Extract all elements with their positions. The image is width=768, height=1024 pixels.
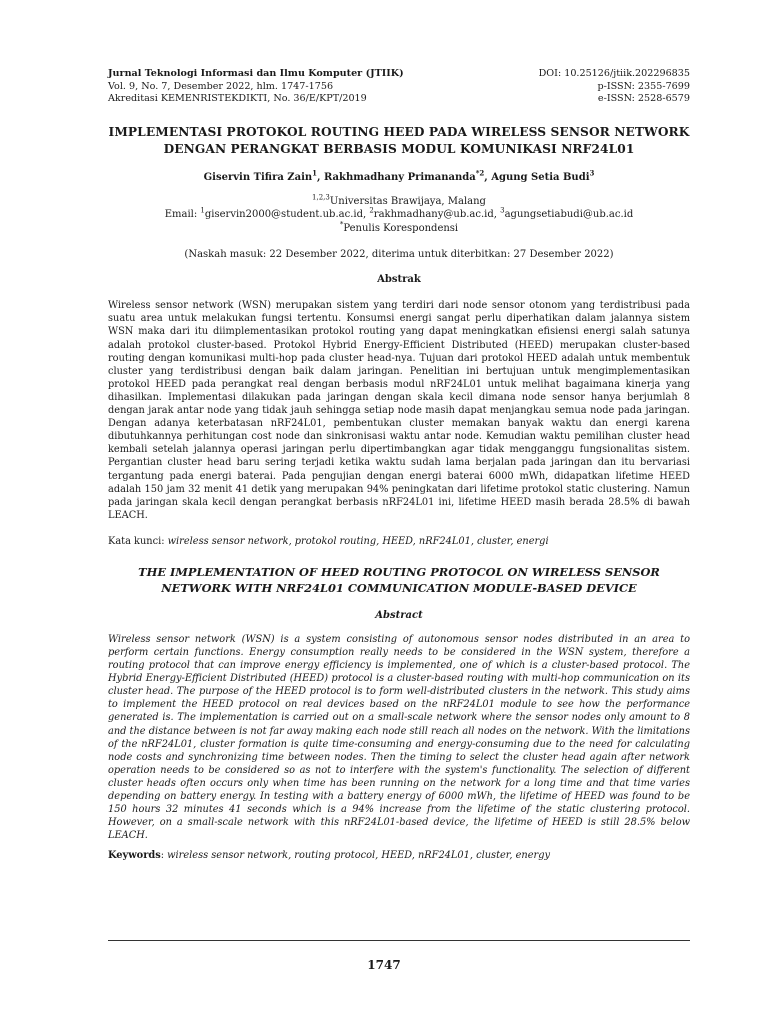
kata-kunci-label: Kata kunci <box>108 535 162 547</box>
journal-pissn: p-ISSN: 2355-7699 <box>597 80 690 92</box>
keywords-terms: wireless sensor network, routing protocol, HEED, nRF24L01, cluster, energy <box>167 850 551 862</box>
abstrak-heading: Abstrak <box>377 274 421 286</box>
page-number: 1747 <box>367 958 401 972</box>
author-name: Giservin Tifira Zain <box>203 171 313 183</box>
keywords-label: Keywords <box>108 850 161 862</box>
author-name: Rakhmadhany Primananda <box>324 171 476 183</box>
journal-doi: DOI: 10.25126/jtiik.202296835 <box>538 68 690 79</box>
corresponding-sup: * <box>339 220 344 229</box>
header-left <box>108 68 404 106</box>
submission-dates: (Naskah masuk: 22 Desember 2022, diterima untuk diterbitkan: 27 Desember 2022) <box>184 249 614 261</box>
journal-header <box>108 68 690 106</box>
affiliation-line <box>108 195 690 209</box>
author-sup: *2 <box>475 168 485 178</box>
abstract-heading: Abstract <box>375 609 423 621</box>
journal-name: Jurnal Teknologi Informasi dan Ilmu Komputer (JTIIK) <box>108 68 404 79</box>
author-sup: 1 <box>312 168 318 178</box>
email-link[interactable]: rakhmadhany@ub.ac.id <box>373 209 494 221</box>
affiliation-block <box>108 195 690 236</box>
email-link[interactable]: giservin2000@student.ub.ac.id <box>204 209 363 221</box>
keywords-en: Keywords: wireless sensor network, routing protocol, HEED, nRF24L01, cluster, energy <box>108 850 551 862</box>
paper-title-id: IMPLEMENTASI PROTOKOL ROUTING HEED PADA WIRELESS SENSOR NETWORK DENGAN PERANGKAT BERBASIS MODUL KOMUNIKASI NRF24L01 <box>108 124 690 156</box>
affiliation-name: Universitas Brawijaya, Malang <box>329 195 486 207</box>
journal-accreditation: Akreditasi KEMENRISTEKDIKTI, No. 36/E/KPT/2019 <box>108 93 367 105</box>
kata-kunci: Kata kunci: wireless sensor network, protokol routing, HEED, nRF24L01, cluster, energi <box>108 535 549 547</box>
corresponding-line <box>108 222 690 236</box>
email-sup: 3 <box>500 206 505 215</box>
email-sup: 1 <box>200 206 205 215</box>
kata-kunci-terms: wireless sensor network, protokol routing, HEED, nRF24L01, cluster, energi <box>167 535 549 547</box>
paper-title-en: THE IMPLEMENTATION OF HEED ROUTING PROTOCOL ON WIRELESS SENSOR NETWORK WITH NRF24L01 COMMUNICATION MODULE-BASED DEVICE <box>138 564 660 595</box>
header-right <box>539 68 690 106</box>
paper-page <box>108 68 690 861</box>
email-sup: 2 <box>369 206 374 215</box>
journal-volume: Vol. 9, No. 7, Desember 2022, hlm. 1747-1756 <box>108 80 334 92</box>
corresponding-note: Penulis Korespondensi <box>343 222 459 234</box>
footer-rule <box>108 940 690 941</box>
journal-eissn: e-ISSN: 2528-6579 <box>597 93 690 105</box>
abstract-text: Wireless sensor network (WSN) is a system consisting of autonomous sensor nodes distributed in an area to perform certain functions. Energy consumption really needs to be considered in the WSN system, therefore a routing protocol that can improve energy efficiency is implemented, one of which is a cluster-based protocol. The Hybrid Energy-Efficient Distributed (HEED) protocol is a cluster-based routing with multi-hop communication on its cluster head. The purpose of the HEED protocol is to form well-distributed clusters in the network. This study aims to implement the HEED protocol on real devices based on the nRF24L01 module to see how the performance generated is. The implementation is carried out on a small-scale network where the sensor nodes only amount to 8 and the distance between is not far away making each node still reach all nodes on the network. With the limitations of the nRF24L01, cluster formation is quite time-consuming and energy-consuming due to the need for calculating node costs and synchronizing time between nodes. Then the timing to select the cluster head again after network operation needs to be considered so as not to interfere with the system's functionality. The selection of different cluster heads often occurs only when time has been running on the network for a long time and that time varies depending on battery energy. In testing with a battery energy of 6000 mWh, the lifetime of HEED was found to be 150 hours 32 minutes 41 seconds which is a 94% increase from the lifetime of the static clustering protocol. However, on a small-scale network with this nRF24L01-based device, the lifetime of HEED is still 28.5% below LEACH. <box>108 633 690 842</box>
author-list: Giservin Tifira Zain$^1$, Rakhmadhany Primananda$^{*2}$, Agung Setia Budi$^3$ <box>203 168 595 183</box>
email-line: Email: $^1$giservin2000@student.ub.ac.id, $^2$rakhmadhany@ub.ac.id, $^3$agungsetiabudi@ub.ac.id <box>164 206 634 221</box>
author-name: Agung Setia Budi <box>491 171 590 183</box>
email-link[interactable]: agungsetiabudi@ub.ac.id <box>504 209 634 221</box>
abstrak-text: Wireless sensor network (WSN) merupakan sistem yang terdiri dari node sensor otonom yang terdistribusi pada suatu area untuk melakukan fungsi tertentu. Konsumsi energi sangat perlu diperhatikan dalam jalannya sistem WSN maka dari itu diimplementasikan protokol routing yang dapat meningkatkan efisiensi energi salah satunya adalah protokol cluster-based. Protokol Hybrid Energy-Efficient Distributed (HEED) merupakan cluster-based routing dengan komunikasi multi-hop pada cluster head-nya. Tujuan dari protokol HEED adalah untuk membentuk cluster yang terdistribusi dengan baik dalam jaringan. Penelitian ini bertujuan untuk mengimplementasikan protokol HEED pada perangkat real dengan berbasis modul nRF24L01 untuk melihat bagaimana kinerja yang dihasilkan. Implementasi dilakukan pada jaringan dengan skala kecil dimana node sensor hanya berjumlah 8 dengan jarak antar node yang tidak jauh sehingga setiap node masih dapat menjangkau semua node pada jaringan. Dengan adanya keterbatasan nRF24L01, pembentukan cluster memakan banyak waktu dan energi karena dibutuhkannya perhitungan cost node dan sinkronisasi waktu antar node. Kemudian waktu pemilihan cluster head kembali setelah jalannya operasi jaringan perlu dipertimbangkan agar tidak mengganggu fungsionalitas sistem. Pergantian cluster head baru sering terjadi ketika waktu sudah lama berjalan pada jaringan dan itu bervariasi tergantung pada energi baterai. Pada pengujian dengan energi baterai 6000 mWh, didapatkan lifetime HEED adalah 150 jam 32 menit 41 detik yang merupakan 94% peningkatan dari lifetime protokol static clustering. Namun pada jaringan skala kecil dengan perangkat berbasis nRF24L01 ini, lifetime HEED masih berada 28.5% di bawah LEACH. <box>108 300 690 521</box>
email-label: Email: <box>164 209 201 221</box>
author-sup: 3 <box>589 168 595 178</box>
affiliation-sup: 1,2,3 <box>312 193 330 202</box>
